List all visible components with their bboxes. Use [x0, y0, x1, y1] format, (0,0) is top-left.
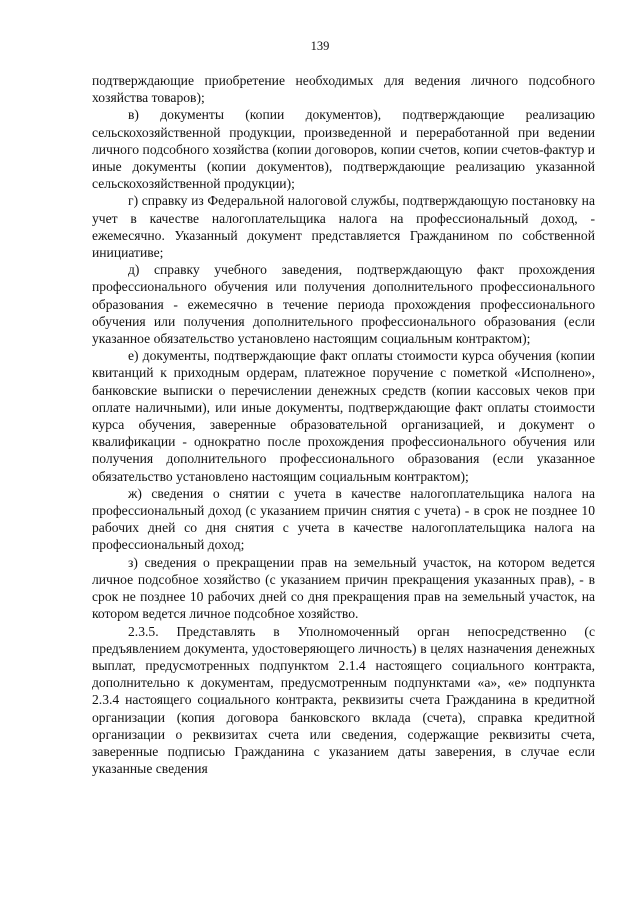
document-body	[92, 72, 595, 777]
paragraph-continuation: подтверждающие приобретение необходимых для ведения личного подсобного хозяйства товаров);	[92, 73, 595, 106]
paragraph-item-g: г) справку из Федеральной налоговой службы, подтверждающую постановку на учет в качестве налогоплательщика налога на профессиональный доход, - ежемесячно. Указанный документ представляется Гражданином по собственной инициативе;	[92, 193, 595, 261]
paragraph-item-e: е) документы, подтверждающие факт оплаты стоимости курса обучения (копии квитанций к приходным ордерам, платежное поручение с пометкой «Исполнено», банковские выписки о перечислении денежных средств (копии кассовых чеков при оплате наличными), или иные документы, подтверждающие факт оплаты стоимости курса обучения, заверенные образовательной организацией, и документ о квалификации - однократно после прохождения профессионального обучения или получения дополнительного профессионального образования (если указанное обязательство установлено настоящим социальным контрактом);	[92, 348, 595, 484]
paragraph-item-v: в) документы (копии документов), подтверждающие реализацию сельскохозяйственной продукции, произведенной и переработанной при ведении личного подсобного хозяйства (копии договоров, копии счетов, копии счетов-фактур и иные документы (копии документов), подтверждающие реализацию указанной сельскохозяйственной продукции);	[92, 107, 595, 192]
paragraph-clause-2-3-5: 2.3.5. Представлять в Уполномоченный орган непосредственно (с предъявлением документа, удостоверяющего личность) в целях назначения денежных выплат, предусмотренных подпунктом 2.1.4 настоящего социального контракта, дополнительно к документам, предусмотренным подпунктами «а», «е» подпункта 2.3.4 настоящего социального контракта, реквизиты счета Гражданина в кредитной организации (копия договора банковского вклада (счета), справка кредитной организации о реквизитах счета или сведения, содержащие реквизиты счета, заверенные подписью Гражданина с указанием даты заверения, в случае если указанные сведения	[92, 623, 595, 777]
paragraph-item-d: д) справку учебного заведения, подтверждающую факт прохождения профессионального обучения или получения дополнительного профессионального образования - ежемесячно в течение периода прохождения профессионального обучения или получения дополнительного профессионального образования (если указанное обязательство установлено настоящим социальным контрактом);	[92, 262, 595, 347]
paragraph-item-z: з) сведения о прекращении прав на земельный участок, на котором ведется личное подсобное хозяйство (с указанием причин прекращения указанных прав), - в срок не позднее 10 рабочих дней со дня прекращения прав на земельный участок, на котором ведется личное подсобное хозяйство.	[92, 554, 595, 622]
paragraph-item-zh: ж) сведения о снятии с учета в качестве налогоплательщика налога на профессиональный доход (с указанием причин снятия с учета) - в срок не позднее 10 рабочих дней со дня снятия с учета в качестве налогоплательщика налога на профессиональный доход;	[92, 485, 595, 553]
page-number: 139	[310, 39, 330, 53]
